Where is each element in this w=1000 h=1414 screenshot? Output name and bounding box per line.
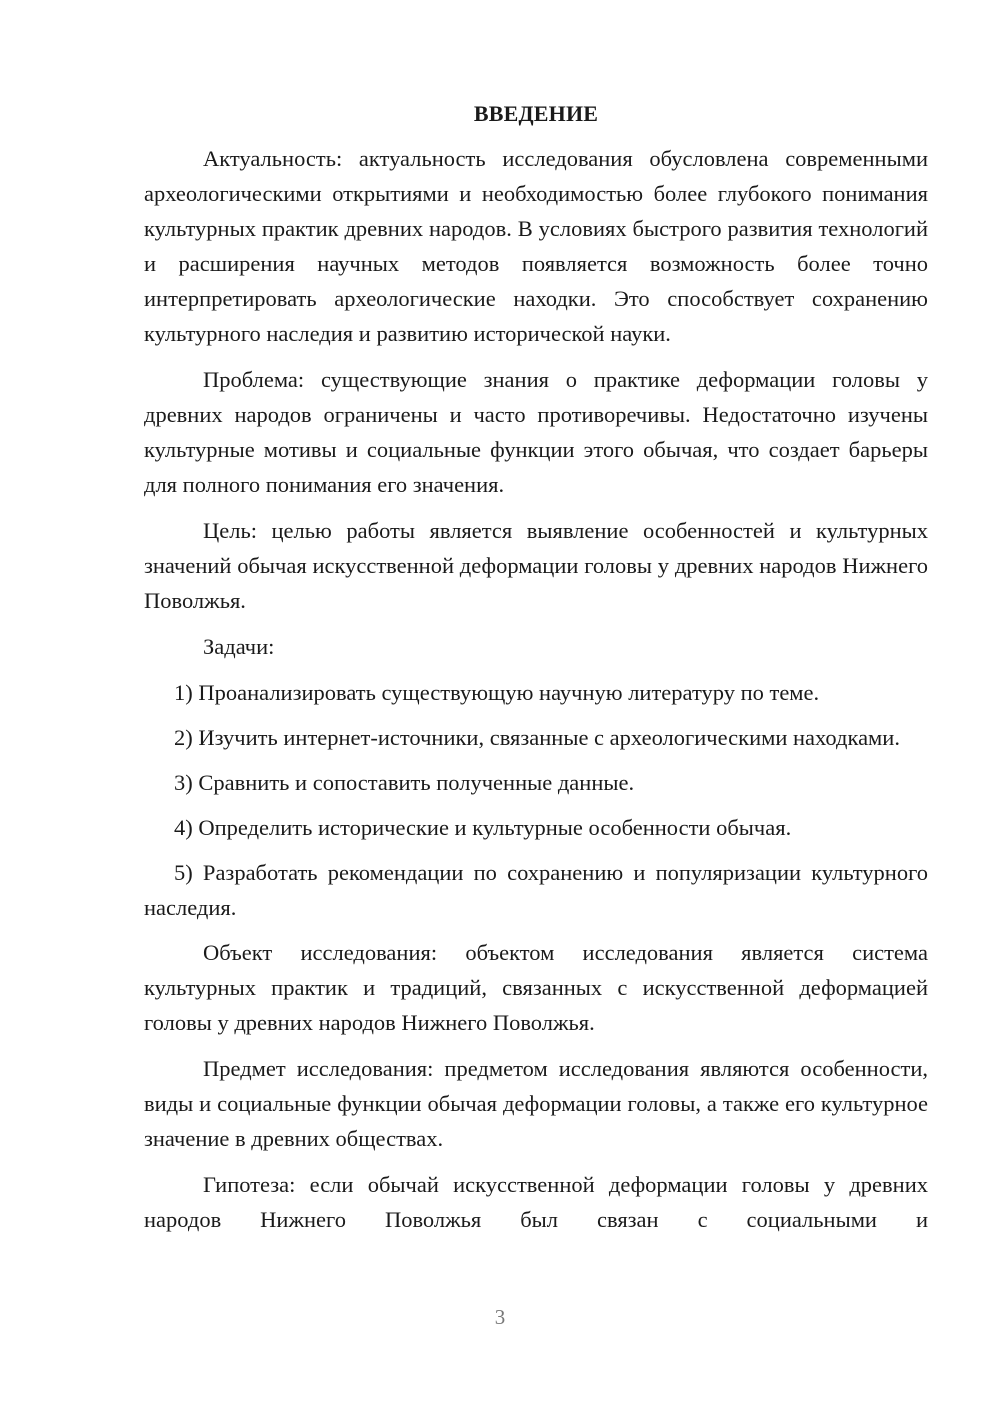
task-item-3: 3) Сравнить и сопоставить полученные данные.	[174, 770, 635, 795]
task-item-1: 1) Проанализировать существующую научную литературу по теме.	[174, 680, 820, 705]
document-page	[144, 96, 928, 1247]
paragraph-subject: Предмет исследования: предметом исследования являются особенности, виды и социальные функции обычая деформации головы, а также его культурное значение в древних обществах.	[144, 1056, 928, 1151]
section-title: ВВЕДЕНИЕ	[473, 101, 599, 126]
tasks-heading: Задачи:	[203, 634, 275, 659]
page-number: 3	[494, 1305, 506, 1329]
task-item-4: 4) Определить исторические и культурные особенности обычая.	[174, 815, 792, 840]
paragraph-goal: Цель: целью работы является выявление особенностей и культурных значений обычая искусственной деформации головы у древних народов Нижнего Поволжья.	[144, 518, 928, 613]
paragraph-object: Объект исследования: объектом исследования является система культурных практик и традиций, связанных с искусственной деформацией головы у древних народов Нижнего Поволжья.	[144, 940, 928, 1035]
task-item-5: 5) Разработать рекомендации по сохранению и популяризации культурного наследия.	[144, 860, 928, 920]
paragraph-hypothesis: Гипотеза: если обычай искусственной деформации головы у древних народов Нижнего Поволжья был связан с социальными и	[144, 1172, 928, 1232]
paragraph-problem: Проблема: существующие знания о практике деформации головы у древних народов ограничены и часто противоречивы. Недостаточно изучены культурные мотивы и социальные функции этого обычая, что создает барьеры для полного понимания его значения.	[144, 367, 928, 497]
task-item-2: 2) Изучить интернет-источники, связанные с археологическими находками.	[174, 725, 900, 750]
paragraph-relevance: Актуальность: актуальность исследования обусловлена современными археологическими открытиями и необходимостью более глубокого понимания культурных практик древних народов. В условиях быстрого развития технологий и расширения научных методов появляется возможность более точно интерпретировать археологические находки. Это способствует сохранению культурного наследия и развитию исторической науки.	[144, 146, 928, 346]
